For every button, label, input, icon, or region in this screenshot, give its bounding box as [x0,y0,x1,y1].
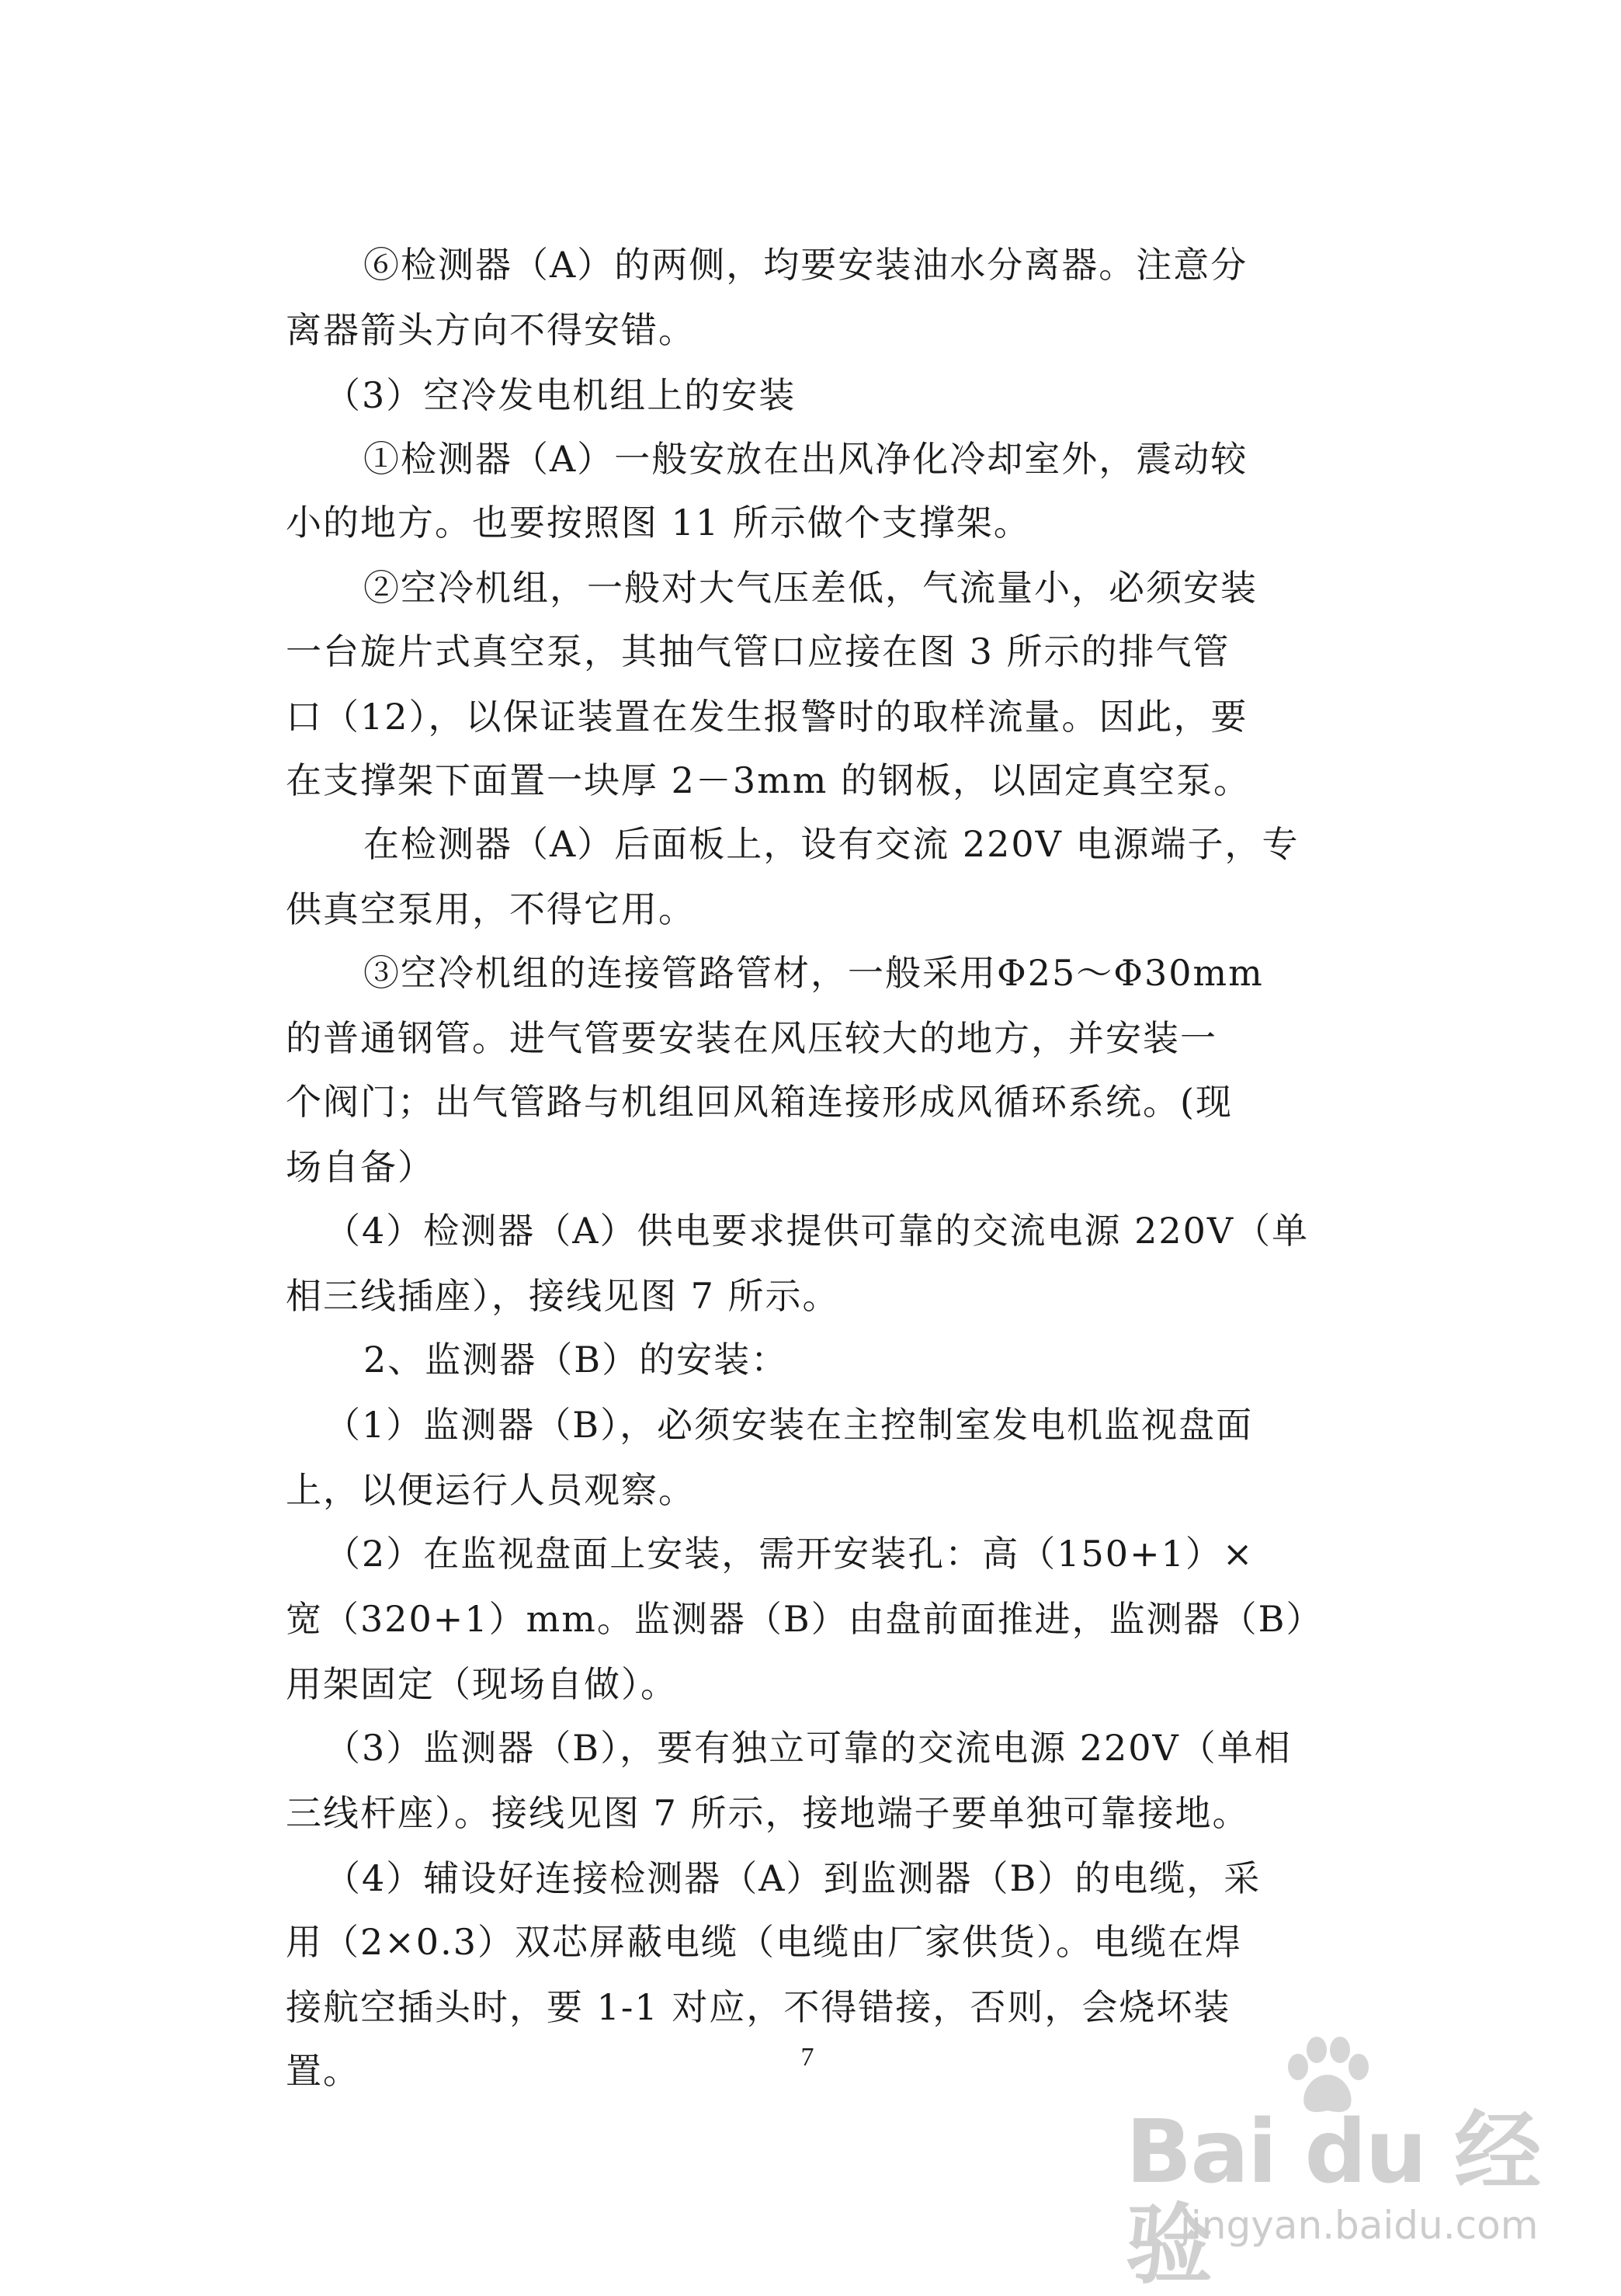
text-line: （3）空冷发电机组上的安装 [325,374,797,416]
watermark-site: jingyan.baidu.com [1180,2203,1539,2248]
text-line: 离器箭头方向不得安错。 [286,309,696,351]
text-line: 接航空插头时，要 1-1 对应，不得错接，否则，会烧坏装 [286,1986,1231,2028]
text-line: 宽（320+1）mm。监测器（B）由盘前面推进，监测器（B） [286,1598,1324,1640]
text-line: 小的地方。也要按照图 11 所示做个支撑架。 [286,502,1031,544]
text-line: 一台旋片式真空泵，其抽气管口应接在图 3 所示的排气管 [286,630,1231,672]
text-line: 个阀门；出气管路与机组回风箱连接形成风循环系统。(现 [286,1081,1233,1123]
text-line: （1）监测器（B），必须安装在主控制室发电机监视盘面 [325,1404,1254,1446]
text-line: 在支撑架下面置一块厚 2－3mm 的钢板，以固定真空泵。 [286,759,1251,801]
text-line: 用架固定（现场自做）。 [286,1663,678,1705]
watermark-brand: Bai du 经验 [1126,2102,1540,2296]
text-line: （3）监测器（B），要有独立可靠的交流电源 220V（单相 [325,1727,1292,1769]
text-line: ②空冷机组，一般对大气压差低，气流量小，必须安装 [363,567,1258,609]
text-line: 场自备） [286,1146,435,1188]
text-line: ⑥检测器（A）的两侧，均要安装油水分离器。注意分 [363,244,1248,286]
text-line: ①检测器（A）一般安放在出风净化冷却室外，震动较 [363,438,1248,480]
text-line: 置。 [286,2050,360,2092]
text-line: ③空冷机组的连接管路管材，一般采用Φ25～Φ30mm [363,952,1264,994]
text-line: 2、监测器（B）的安装： [363,1339,789,1381]
text-line: （4）检测器（A）供电要求提供可靠的交流电源 220V（单 [325,1210,1310,1252]
text-line: （2）在监视盘面上安装，需开安装孔：高（150+1）× [325,1533,1255,1575]
text-line: 的普通钢管。进气管要安装在风压较大的地方，并安装一 [286,1017,1217,1059]
text-line: 三线杆座）。接线见图 7 所示，接地端子要单独可靠接地。 [286,1792,1250,1834]
text-line: 供真空泵用，不得它用。 [286,888,696,930]
page-number: 7 [800,2043,814,2072]
text-line: 用（2×0.3）双芯屏蔽电缆（电缆由厂家供货）。电缆在焊 [286,1921,1242,1963]
text-line: 上，以便运行人员观察。 [286,1469,696,1511]
text-line: （4）辅设好连接检测器（A）到监测器（B）的电缆，采 [325,1857,1262,1899]
text-line: 口（12），以保证装置在发生报警时的取样流量。因此，要 [286,696,1248,738]
text-line: 相三线插座），接线见图 7 所示。 [286,1275,840,1317]
baidu-jingyan-watermark [1126,2028,1591,2296]
text-line: 在检测器（A）后面板上，设有交流 220V 电源端子，专 [363,823,1300,865]
